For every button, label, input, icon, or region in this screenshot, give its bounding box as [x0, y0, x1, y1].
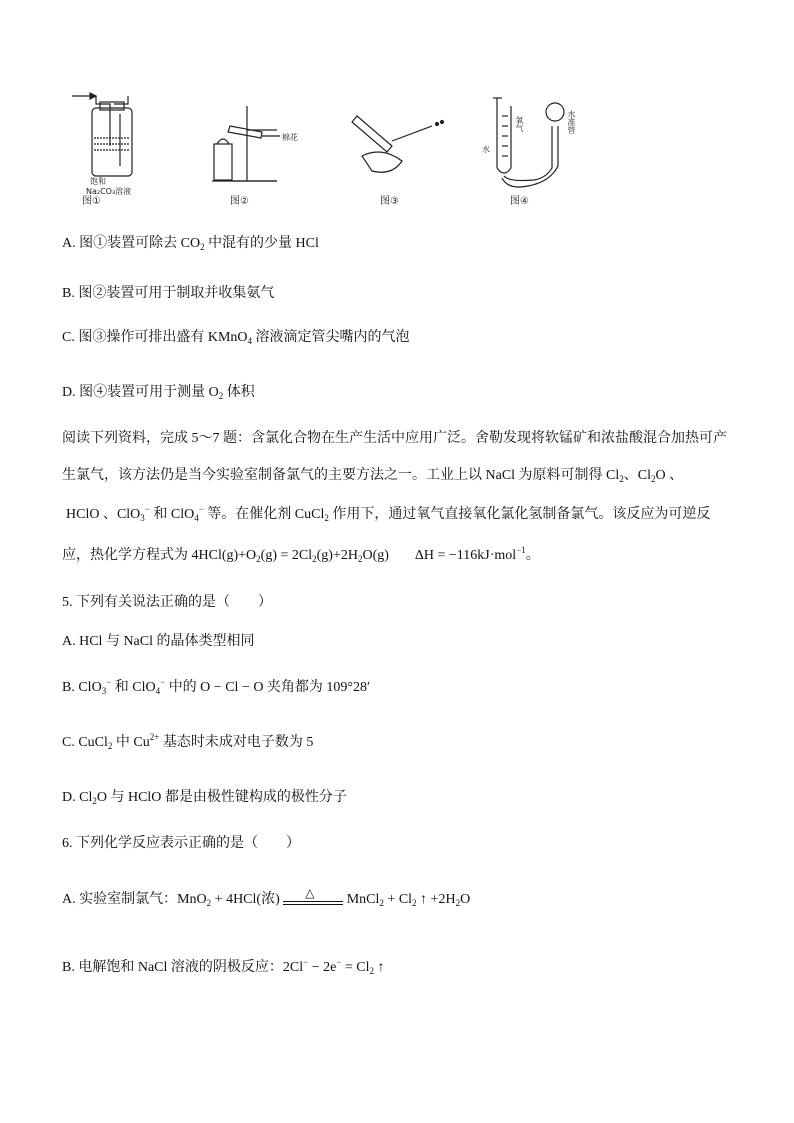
- q4-option-c: C. 图③操作可排出盛有 KMnO$_4$ 溶液滴定管尖嘴内的气泡: [62, 330, 410, 346]
- apparatus-drawing: [62, 86, 572, 208]
- q6-option-a: A. 实验室制氯气：MnO$_2$ + 4HCl(浓) △ MnCl$_2$ + $Cl_2$ ↑ $+2H_2O$: [62, 890, 470, 910]
- heat-triangle-icon: △: [305, 885, 315, 900]
- fig1-label-saturated: 饱和: [90, 177, 106, 186]
- fig4-label-gas: 氧气: [515, 116, 524, 132]
- q5-option-d: D. $Cl_2O$ 与 HClO 都是由极性键构成的极性分子: [62, 790, 347, 806]
- fig4-label-water: 水: [482, 145, 490, 154]
- heat-arrow: [283, 885, 343, 907]
- fig2-caption: 图②: [230, 196, 249, 207]
- fig2-label-cotton: 棉花: [282, 133, 298, 142]
- q5-stem: 5. 下列有关说法正确的是（ ）: [62, 595, 272, 610]
- passage-line-3: HClO 、ClO$_3$− 和 ClO$_4$− 等。在催化剂 CuCl$_2$ 作用下，通过氧气直接氧化氯化氢制备氯气。该反应为可逆反: [66, 504, 711, 523]
- q6-option-b: B. 电解饱和 NaCl 溶液的阴极反应：$2Cl^- - 2e^- = Cl_2$ ↑: [62, 957, 385, 976]
- passage-line-1: 阅读下列资料，完成 5～7 题：含氯化合物在生产生活中应用广泛。舍勒发现将软锰矿和浓盐酸混合加热可产: [62, 431, 727, 446]
- passage-line-4: 应，热化学方程式为 $4HCl(g)+O_2(g) = 2Cl_2(g)+2H_2O(g) \Delta H = -116kJ\cdot mol^{-1}$。: [62, 545, 540, 564]
- fig3-caption: 图③: [380, 196, 399, 207]
- q4-option-a: A. 图①装置可除去 $CO_2$ 中混有的少量 HCl: [62, 236, 319, 252]
- q5-option-a: A. HCl 与 NaCl 的晶体类型相同: [62, 634, 255, 649]
- fig1-caption: 图①: [82, 196, 101, 207]
- q5-option-c: C. CuCl$_2$ 中 $Cu^{2+}$ 基态时未成对电子数为 5: [62, 732, 314, 751]
- q6-stem: 6. 下列化学反应表示正确的是（ ）: [62, 836, 300, 851]
- q4-option-d: D. 图④装置可用于测量 $O_2$ 体积: [62, 385, 255, 401]
- apparatus-figures: [62, 86, 576, 208]
- fig4-label-leveling-tube: 水准管: [567, 110, 576, 134]
- q4-option-b: B. 图②装置可用于制取并收集氨气: [62, 286, 275, 301]
- fig1-label-solution: Na₂CO₃溶液: [86, 187, 132, 196]
- q5-option-b: B. ClO$_3$− 和 ClO$_4$− 中的 O − Cl − O 夹角都为 109°28′: [62, 677, 371, 696]
- fig4-caption: 图④: [510, 196, 529, 207]
- passage-line-2: 生氯气，该方法仍是当今实验室制备氯气的主要方法之一。工业上以 NaCl 为原料可制得 $Cl_2$、$Cl_2O$ 、: [62, 468, 684, 484]
